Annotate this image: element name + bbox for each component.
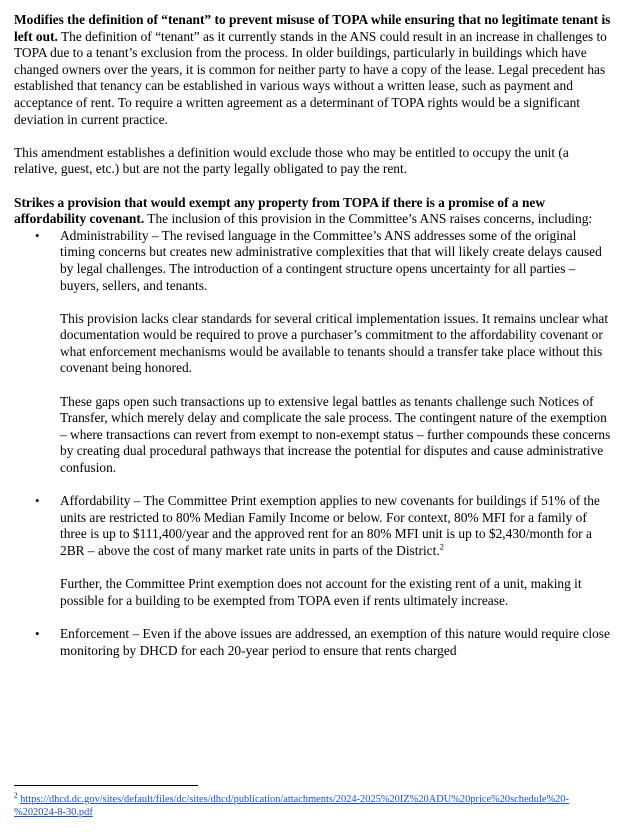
affordability-covenant-paragraph: [14, 195, 611, 228]
list-item-administrability: [14, 228, 611, 477]
footnote: [14, 793, 574, 819]
bullet-marker: •: [35, 493, 40, 509]
enforcement-paragraph-1: Enforcement – Even if the above issues are addressed, an exemption of this nature would require close monitoring by DHCD for each 20-year period to ensure that rents charged: [60, 625, 610, 658]
footnote-number: 2: [14, 791, 18, 800]
affordability-covenant-heading: Strikes a provision that would exempt any property from TOPA if there is a promise of a new affordability covenant.: [14, 194, 546, 227]
affordability-paragraph-1-text: Affordability – The Committee Print exemption applies to new covenants for buildings if 51% of the units are restricted to 80% Median Family Income or below. For context, 80% MFI for a family of three is up to $111,400/year and the approved rent for an 80% MFI unit is up to $2,430/month for a 2BR – above the cost of many market rate units in parts of the District.: [60, 493, 600, 558]
administrability-paragraph-2: This provision lacks clear standards for several critical implementation issues. It remains unclear what documentation would be required to prove a purchaser’s commitment to the affordability covenant or what enforcement mechanisms would be available to tenants should a transfer take place without this covenant being honored.: [60, 310, 609, 376]
tenant-definition-body: The definition of “tenant” as it currently stands in the ANS could result in an increase in challenges to TOPA due to a tenant’s exclusion from the process. In older buildings, particularly in buildings which have changed owners over the years, it is common for neither party to have a copy of the lease. Legal precedent has established that tenancy can be established in various ways without a written lease, such as payment and acceptance of rent. To require a written agreement as a determinant of TOPA rights would be a significant deviation in current practice.: [14, 28, 607, 127]
administrability-paragraph-3: These gaps open such transactions up to extensive legal battles as tenants challenge such Notices of Transfer, which merely delay and complicate the sale process. The contingent nature of the exemption – where transactions can revert from exempt to non-exempt status – further compounds these concerns by creating dual procedural pathways that increase the potential for disputes and cause administrative confusion.: [60, 393, 611, 476]
bullet-marker: •: [35, 625, 40, 641]
concerns-list: [14, 228, 611, 659]
document-page: [14, 12, 611, 659]
list-item-affordability: [14, 493, 611, 609]
footnote-reference: 2: [439, 541, 444, 552]
tenant-definition-paragraph: [14, 12, 611, 128]
affordability-paragraph-1: [60, 493, 611, 559]
list-item-enforcement: [14, 626, 611, 659]
footnote-link[interactable]: https://dhcd.dc.gov/sites/default/files/dc/sites/dhcd/publication/attachments/2024-2025%20IZ%20ADU%20price%20schedule%20-%202024-8-30.pdf: [14, 794, 569, 819]
tenant-definition-followup: This amendment establishes a definition would exclude those who may be entitled to occupy the unit (a relative, guest, etc.) but are not the party legally obligated to pay the rent.: [14, 144, 569, 177]
affordability-covenant-body: The inclusion of this provision in the Committee’s ANS raises concerns, including:: [144, 211, 593, 227]
affordability-paragraph-2: Further, the Committee Print exemption does not account for the existing rent of a unit, making it possible for a building to be exempted from TOPA even if rents ultimately increase.: [60, 576, 582, 608]
tenant-definition-heading: Modifies the definition of “tenant” to prevent misuse of TOPA while ensuring that no legitimate tenant is left out.: [14, 12, 611, 44]
administrability-paragraph-1: Administrability – The revised language in the Committee’s ANS addresses some of the original timing concerns but creates new administrative complexities that that will likely create delays caused by legal challenges. The introduction of a contingent structure opens uncertainty for all parties – buyers, sellers, and tenants.: [60, 227, 602, 293]
footnote-divider: [14, 785, 198, 786]
bullet-marker: •: [35, 227, 40, 243]
